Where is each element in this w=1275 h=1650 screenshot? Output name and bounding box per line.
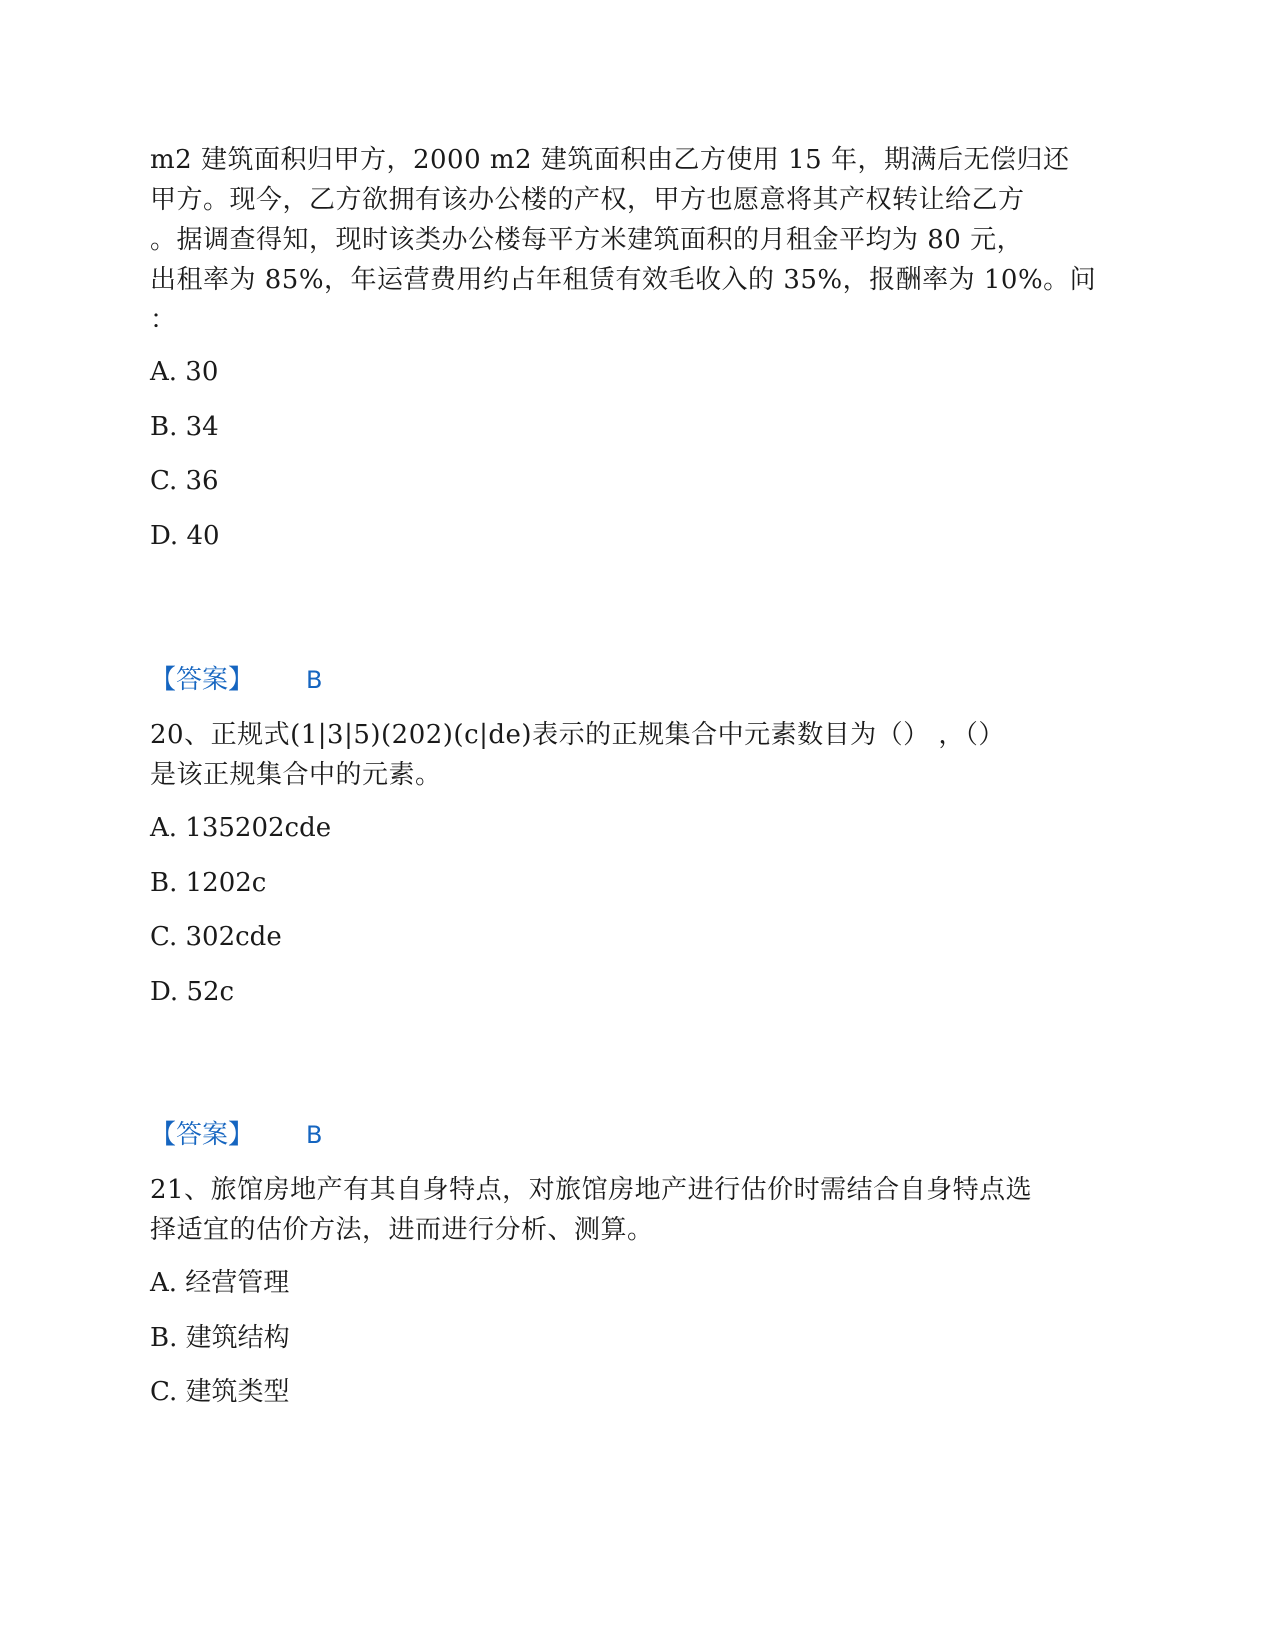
question-text-line: 甲方。现今，乙方欲拥有该办公楼的产权，甲方也愿意将其产权转让给乙方 — [150, 185, 1025, 215]
option-a: A. 135202cde — [150, 813, 332, 843]
answer-line — [150, 1115, 322, 1155]
question-text-line: 是该正规集合中的元素。 — [150, 760, 442, 790]
option-d: D. 40 — [150, 521, 220, 551]
question-text-line: 择适宜的估价方法，进而进行分析、测算。 — [150, 1215, 654, 1245]
option-c: C. 建筑类型 — [150, 1377, 290, 1407]
question-text-line: 。据调查得知，现时该类办公楼每平方米建筑面积的月租金平均为 80 元， — [150, 225, 1024, 255]
question-text-line: 出租率为 85%，年运营费用约占年租赁有效毛收入的 35%，报酬率为 10%。问 — [150, 265, 1097, 295]
question-text-line: 20、正规式(1|3|5)(202)(c|de)表示的正规集合中元素数目为（） ，（） — [150, 720, 1005, 750]
option-a: A. 30 — [150, 357, 219, 387]
option-c: C. 36 — [150, 466, 219, 496]
option-b: B. 1202c — [150, 868, 267, 898]
answer-label: 【答案】 — [150, 665, 255, 695]
answer-value: B — [306, 666, 323, 694]
option-d: D. 52c — [150, 977, 235, 1007]
question-text-line: m2 建筑面积归甲方，2000 m2 建筑面积由乙方使用 15 年，期满后无偿归还 — [150, 145, 1070, 175]
option-b: B. 建筑结构 — [150, 1323, 290, 1353]
answer-line — [150, 660, 322, 700]
option-c: C. 302cde — [150, 922, 282, 952]
answer-label: 【答案】 — [150, 1120, 255, 1150]
question-text-line: 21、旅馆房地产有其自身特点，对旅馆房地产进行估价时需结合自身特点选 — [150, 1175, 1033, 1205]
option-a: A. 经营管理 — [150, 1268, 290, 1298]
question-text-line: ： — [150, 305, 177, 335]
answer-value: B — [306, 1121, 323, 1149]
option-b: B. 34 — [150, 412, 219, 442]
